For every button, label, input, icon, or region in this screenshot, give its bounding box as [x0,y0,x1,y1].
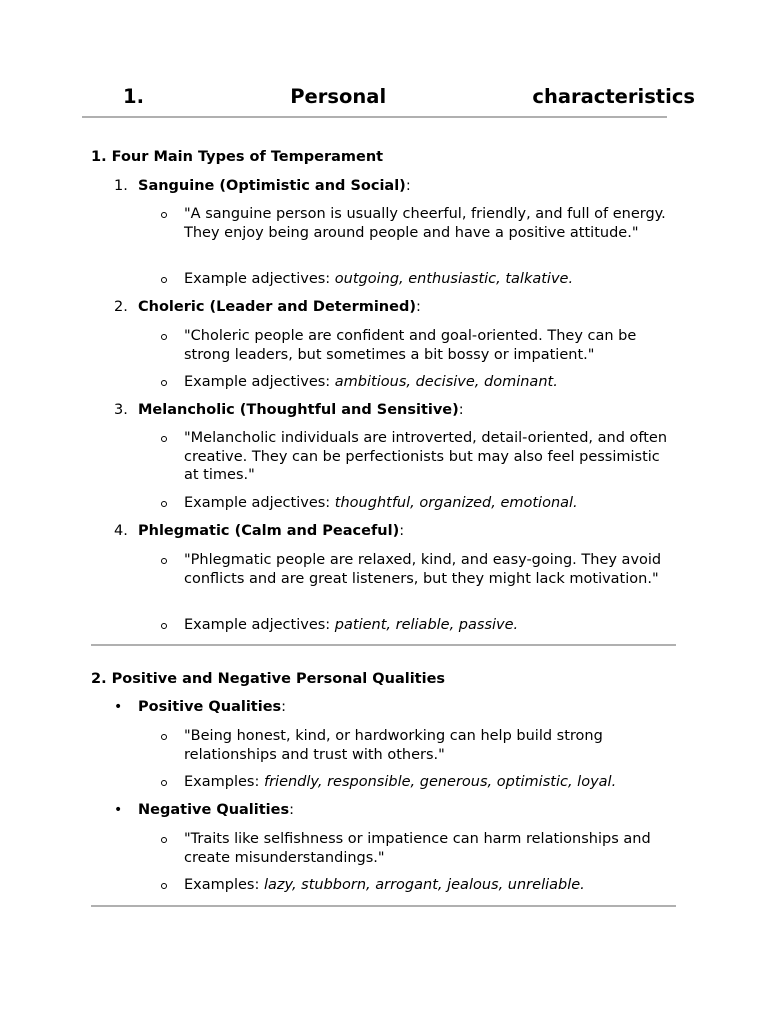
label-text: Sanguine (Optimistic and Social) [138,178,406,194]
quote-melancholic: "Melancholic individuals are introverted, detail-oriented, and often creative. They can be perfectionists but may also feel pessimistic at times." [184,430,668,483]
document-title [123,86,695,108]
example-prefix: Example adjectives: [184,617,335,633]
example-prefix: Examples: [184,877,264,893]
section-divider [91,644,676,646]
label-text: Negative Qualities [138,802,290,818]
label-text: Melancholic (Thoughtful and Sensitive) [138,402,459,418]
label-colon: : [415,299,421,315]
example-words: lazy, stubborn, arrogant, jealous, unreliable. [263,877,585,893]
example-words: friendly, responsible, generous, optimistic, loyal. [263,774,617,790]
section-divider [91,905,676,907]
label-colon: : [458,402,464,418]
circle-bullet-icon [161,558,167,564]
example-words: patient, reliable, passive. [334,617,519,633]
example-melancholic [184,494,674,513]
label-text: Positive Qualities [138,699,282,715]
label-colon: : [399,523,405,539]
bullet-icon: • [114,802,123,818]
title-divider [82,116,667,118]
list-number-4: 4. [114,523,128,539]
example-prefix: Example adjectives: [184,495,335,511]
example-phlegmatic [184,616,674,635]
label-text: Choleric (Leader and Determined) [138,299,416,315]
label-colon: : [281,699,287,715]
example-sanguine [184,270,674,289]
circle-bullet-icon [161,334,167,340]
circle-bullet-icon [161,436,167,442]
example-words: ambitious, decisive, dominant. [334,374,558,390]
circle-bullet-icon [161,212,167,218]
temperament-label-melancholic [138,401,464,420]
label-colon: : [405,178,411,194]
quote-negative: "Traits like selfishness or impatience can harm relationships and create misunderstandings." [184,831,651,866]
list-number-3: 3. [114,402,128,418]
bullet-icon: • [114,699,123,715]
list-number-2: 2. [114,299,128,315]
example-prefix: Example adjectives: [184,374,335,390]
circle-bullet-icon [161,380,167,386]
circle-bullet-icon [161,883,167,889]
quality-label-negative [138,801,294,820]
circle-bullet-icon [161,734,167,740]
list-number-1: 1. [114,178,128,194]
example-words: outgoing, enthusiastic, talkative. [334,271,574,287]
temperament-label-choleric [138,298,421,317]
example-prefix: Example adjectives: [184,271,335,287]
title-word-characteristics: characteristics [532,85,695,108]
circle-bullet-icon [161,837,167,843]
quote-positive: "Being honest, kind, or hardworking can help build strong relationships and trust with others." [184,728,603,763]
label-text: Phlegmatic (Calm and Peaceful) [138,523,400,539]
example-positive [184,773,674,792]
circle-bullet-icon [161,623,167,629]
section1-heading: 1. Four Main Types of Temperament [91,149,384,165]
quote-choleric: "Choleric people are confident and goal-oriented. They can be strong leaders, but sometimes a bit bossy or impatient." [184,328,637,363]
temperament-label-sanguine [138,177,411,196]
quote-sanguine: "A sanguine person is usually cheerful, friendly, and full of energy. They enjoy being around people and have a positive attitude." [184,206,666,241]
example-choleric [184,373,674,392]
label-colon: : [289,802,295,818]
section2-heading: 2. Positive and Negative Personal Qualities [91,671,446,687]
circle-bullet-icon [161,780,167,786]
quality-label-positive [138,698,286,717]
title-word-personal: Personal [290,85,387,108]
circle-bullet-icon [161,277,167,283]
temperament-label-phlegmatic [138,522,404,541]
example-words: thoughtful, organized, emotional. [334,495,578,511]
quote-phlegmatic: "Phlegmatic people are relaxed, kind, and easy-going. They avoid conflicts and are great listeners, but they might lack motivation." [184,552,662,587]
example-negative [184,876,674,895]
example-prefix: Examples: [184,774,264,790]
circle-bullet-icon [161,501,167,507]
title-number: 1. [123,85,144,108]
